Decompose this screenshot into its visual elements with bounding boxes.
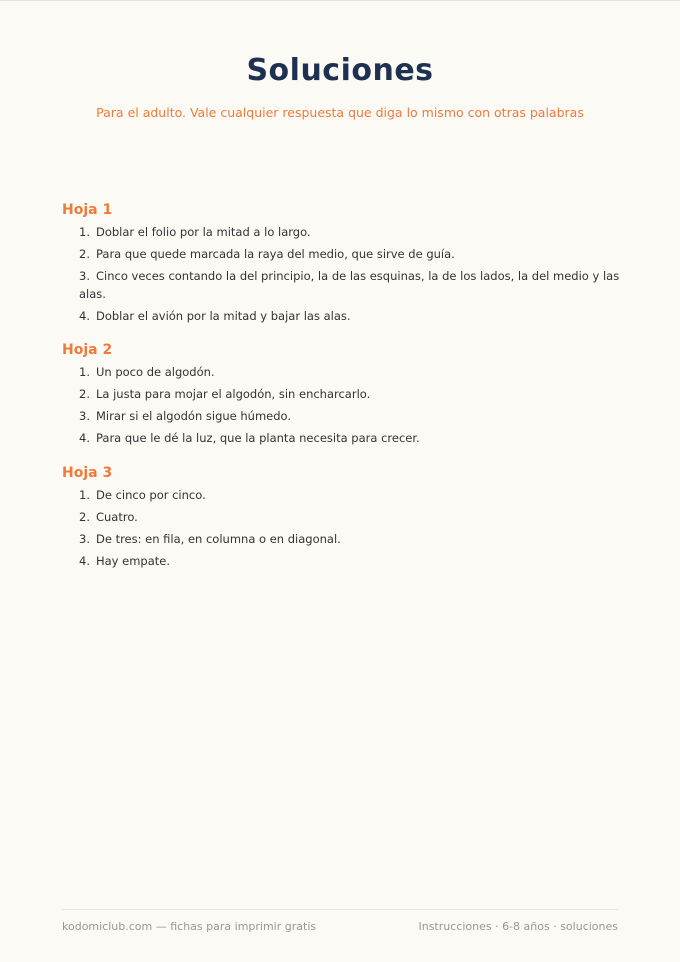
answer-text: Cuatro.	[95, 509, 138, 524]
page-title: Soluciones	[246, 53, 434, 88]
footer-site-link[interactable]: kodomiclub.com — fichas para imprimir gratis	[62, 920, 317, 933]
footer-document-info: Instrucciones · 6-8 años · soluciones	[418, 920, 618, 933]
answer-text: Mirar si el algodón sigue húmedo.	[95, 409, 292, 423]
answer-list	[62, 224, 622, 325]
answer-list	[62, 364, 622, 448]
answer-number: 3.	[79, 269, 90, 283]
answer-item	[79, 308, 622, 326]
answer-item	[79, 364, 622, 382]
answer-item	[79, 386, 622, 404]
section-title: Hoja 2	[62, 342, 113, 358]
answer-item	[79, 408, 622, 426]
answer-item	[79, 430, 622, 448]
answer-number: 4.	[79, 308, 90, 323]
answer-text: Para que quede marcada la raya del medio, que sirve de guía.	[95, 247, 455, 261]
answer-text: De tres: en fila, en columna o en diagonal.	[95, 531, 341, 546]
answer-list	[62, 487, 622, 571]
answer-text: Doblar el avión por la mitad y bajar las alas.	[95, 308, 351, 323]
answer-number: 4.	[79, 431, 90, 445]
answer-text: De cinco por cinco.	[95, 487, 206, 502]
answer-item	[79, 224, 622, 242]
section-title: Hoja 3	[62, 464, 113, 481]
answer-number: 1.	[79, 365, 90, 379]
footer-divider	[62, 909, 618, 910]
answer-item	[79, 509, 622, 527]
answer-item	[79, 268, 622, 303]
answer-number: 2.	[79, 387, 90, 401]
answer-number: 1.	[79, 487, 90, 502]
solutions-list	[62, 201, 622, 586]
answer-number: 1.	[79, 225, 90, 239]
answer-number: 2.	[79, 509, 90, 524]
answer-number: 3.	[79, 531, 90, 546]
section-title: Hoja 1	[62, 202, 113, 218]
answer-number: 2.	[79, 247, 90, 261]
solution-section	[62, 201, 622, 325]
answer-text: La justa para mojar el algodón, sin encharcarlo.	[95, 387, 371, 401]
answer-text: Para que le dé la luz, que la planta necesita para crecer.	[95, 431, 420, 445]
answer-item	[79, 553, 622, 571]
page-subtitle: Para el adulto. Vale cualquier respuesta que diga lo mismo con otras palabras	[96, 105, 584, 120]
solution-section	[62, 341, 622, 448]
answer-item	[79, 487, 622, 505]
answer-number: 4.	[79, 553, 90, 568]
answer-item	[79, 531, 622, 549]
answer-text: Un poco de algodón.	[95, 365, 215, 379]
answer-text: Cinco veces contando la del principio, la de las esquinas, la de los lados, la del medio y las alas.	[79, 269, 620, 301]
answer-text: Hay empate.	[95, 553, 171, 568]
answer-item	[79, 246, 622, 264]
solution-section	[62, 464, 622, 571]
answer-text: Doblar el folio por la mitad a lo largo.	[95, 225, 311, 239]
answer-number: 3.	[79, 409, 90, 423]
